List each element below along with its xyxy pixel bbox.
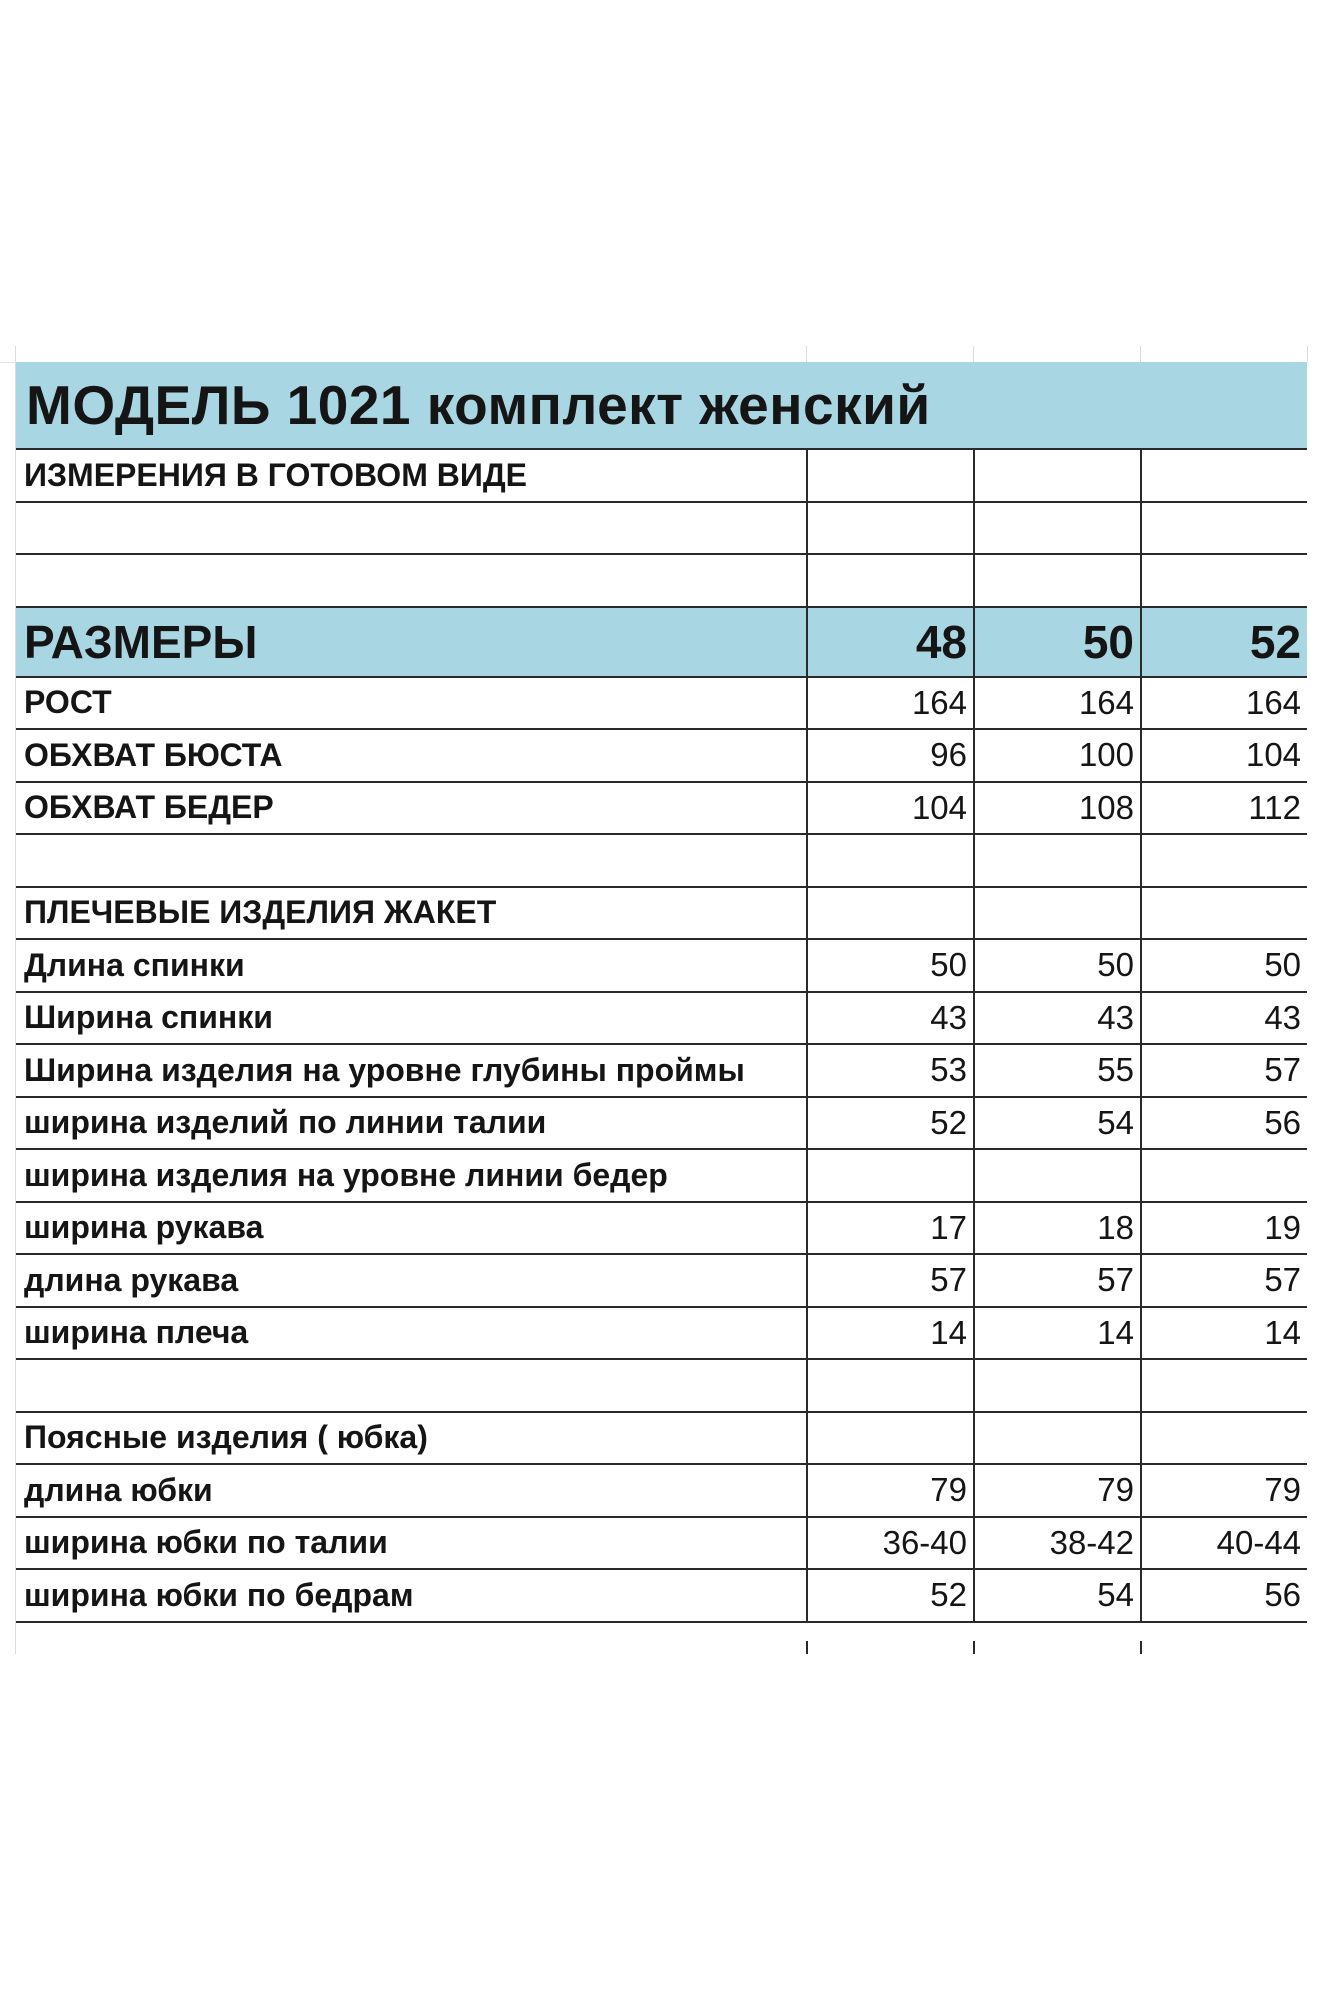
value-cell: 52 <box>807 1569 974 1622</box>
row-label: ширина юбки по бедрам <box>16 1569 807 1622</box>
value-cell: 53 <box>807 1044 974 1097</box>
row-label: РОСТ <box>16 677 807 730</box>
value-cell: 50 <box>1141 939 1307 992</box>
row-label: Длина спинки <box>16 939 807 992</box>
value-cell <box>807 1149 974 1202</box>
value-cell: 100 <box>974 729 1141 782</box>
table-row <box>16 1464 1307 1517</box>
value-cell: 164 <box>807 677 974 730</box>
row-label: Ширина изделия на уровне глубины проймы <box>16 1044 807 1097</box>
value-cell: 54 <box>974 1569 1141 1622</box>
row-label: Ширина спинки <box>16 992 807 1045</box>
row-label: ОБХВАТ БЕДЕР <box>16 782 807 835</box>
table-row <box>16 1307 1307 1360</box>
value-cell: 104 <box>1141 729 1307 782</box>
size-cell: 50 <box>974 607 1141 677</box>
size-chart-sheet <box>0 346 1333 1654</box>
row-label: ширина юбки по талии <box>16 1517 807 1570</box>
page-title: МОДЕЛЬ 1021 комплект женский <box>16 362 1307 449</box>
value-cell: 56 <box>1141 1569 1307 1622</box>
row-label: длина юбки <box>16 1464 807 1517</box>
value-cell <box>974 1149 1141 1202</box>
sizes-header-label: РАЗМЕРЫ <box>16 607 807 677</box>
row-label: длина рукава <box>16 1254 807 1307</box>
skirt-section-label: Поясные изделия ( юбка) <box>16 1412 807 1465</box>
table-row <box>16 1097 1307 1150</box>
value-cell: 36-40 <box>807 1517 974 1570</box>
value-cell: 52 <box>807 1097 974 1150</box>
value-cell: 40-44 <box>1141 1517 1307 1570</box>
value-cell: 79 <box>1141 1464 1307 1517</box>
size-chart-table <box>16 362 1307 1623</box>
value-cell: 55 <box>974 1044 1141 1097</box>
table-row <box>16 1044 1307 1097</box>
value-cell <box>1141 1149 1307 1202</box>
table-row <box>16 1149 1307 1202</box>
value-cell: 50 <box>807 939 974 992</box>
row-label: ширина плеча <box>16 1307 807 1360</box>
empty-cell <box>974 449 1141 502</box>
value-cell: 43 <box>974 992 1141 1045</box>
value-cell: 17 <box>807 1202 974 1255</box>
value-cell: 57 <box>1141 1044 1307 1097</box>
subtitle-cell: ИЗМЕРЕНИЯ В ГОТОВОМ ВИДЕ <box>16 449 807 502</box>
value-cell: 56 <box>1141 1097 1307 1150</box>
value-cell: 164 <box>1141 677 1307 730</box>
table-row <box>16 939 1307 992</box>
value-cell: 112 <box>1141 782 1307 835</box>
row-label: ширина рукава <box>16 1202 807 1255</box>
section-header-row <box>16 887 1307 940</box>
column-stub <box>973 1641 975 1654</box>
value-cell: 96 <box>807 729 974 782</box>
value-cell: 38-42 <box>974 1517 1141 1570</box>
value-cell: 14 <box>807 1307 974 1360</box>
sizes-header-row <box>16 607 1307 677</box>
grid-line <box>1307 346 1308 362</box>
grid-line <box>0 362 16 363</box>
value-cell: 50 <box>974 939 1141 992</box>
jacket-section-label: ПЛЕЧЕВЫЕ ИЗДЕЛИЯ ЖАКЕТ <box>16 887 807 940</box>
value-cell: 108 <box>974 782 1141 835</box>
value-cell: 18 <box>974 1202 1141 1255</box>
grid-line <box>1140 346 1141 362</box>
subtitle-row <box>16 449 1307 502</box>
value-cell: 19 <box>1141 1202 1307 1255</box>
value-cell: 164 <box>974 677 1141 730</box>
table-row <box>16 1569 1307 1622</box>
table-row <box>16 1254 1307 1307</box>
empty-row <box>16 502 1307 555</box>
table-row <box>16 1517 1307 1570</box>
value-cell: 104 <box>807 782 974 835</box>
value-cell: 79 <box>974 1464 1141 1517</box>
empty-row <box>16 554 1307 607</box>
empty-cell <box>1141 449 1307 502</box>
value-cell: 79 <box>807 1464 974 1517</box>
table-row <box>16 782 1307 835</box>
value-cell: 14 <box>1141 1307 1307 1360</box>
empty-row <box>16 834 1307 887</box>
section-header-row <box>16 1412 1307 1465</box>
empty-row <box>16 1359 1307 1412</box>
grid-line <box>806 346 807 362</box>
grid-line <box>973 346 974 362</box>
empty-cell <box>807 449 974 502</box>
row-label: ширина изделий по линии талии <box>16 1097 807 1150</box>
size-cell: 48 <box>807 607 974 677</box>
row-label: ОБХВАТ БЮСТА <box>16 729 807 782</box>
row-label: ширина изделия на уровне линии бедер <box>16 1149 807 1202</box>
value-cell: 57 <box>807 1254 974 1307</box>
column-stub <box>806 1641 808 1654</box>
value-cell: 14 <box>974 1307 1141 1360</box>
table-row <box>16 729 1307 782</box>
title-row <box>16 362 1307 449</box>
size-cell: 52 <box>1141 607 1307 677</box>
value-cell: 43 <box>807 992 974 1045</box>
table-row <box>16 677 1307 730</box>
value-cell: 57 <box>1141 1254 1307 1307</box>
value-cell: 54 <box>974 1097 1141 1150</box>
value-cell: 57 <box>974 1254 1141 1307</box>
column-stub <box>1140 1641 1142 1654</box>
value-cell: 43 <box>1141 992 1307 1045</box>
table-row <box>16 1202 1307 1255</box>
table-row <box>16 992 1307 1045</box>
